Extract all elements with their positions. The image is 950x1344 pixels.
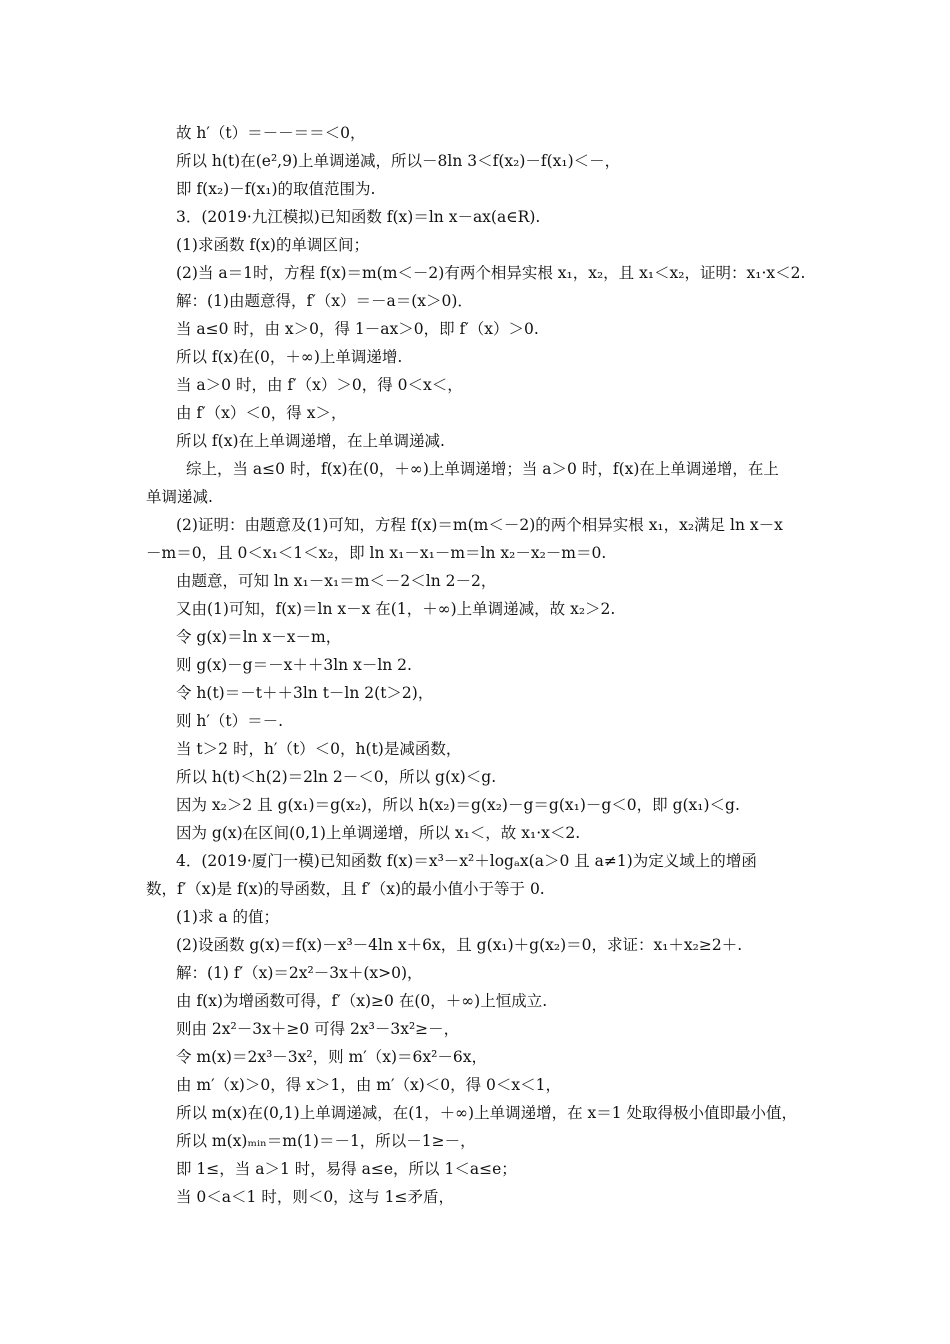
- text-line: 即 f(x₂)－f(x₁)的取值范围为.: [176, 180, 376, 198]
- text-line: 所以 f(x)在上单调递增，在上单调递减.: [176, 432, 445, 450]
- text-line: 由题意，可知 ln x₁－x₁＝m＜－2＜ln 2－2，: [176, 572, 497, 590]
- text-line: 所以 m(x)ₘᵢₙ＝m(1)＝－1，所以－1≥－，: [176, 1132, 476, 1150]
- text-line: －m＝0，且 0＜x₁＜1＜x₂，即 ln x₁－x₁－m＝ln x₂－x₂－m＝0.: [146, 544, 607, 562]
- text-line: 单调递减.: [146, 488, 213, 506]
- text-line: 解：(1)由题意得，f′（x）＝－a＝(x＞0)．: [176, 292, 473, 310]
- text-line: 当 0＜a＜1 时，则＜0，这与 1≤矛盾，: [176, 1188, 454, 1206]
- text-line: 综上，当 a≤0 时，f(x)在(0，＋∞)上单调递增；当 a＞0 时，f(x)在上单调递增，在上: [186, 460, 779, 478]
- text-line: 当 a≤0 时，由 x＞0，得 1－ax＞0，即 f′（x）＞0.: [176, 320, 539, 338]
- text-line: 所以 h(t)＜h(2)＝2ln 2－＜0，所以 g(x)＜g.: [176, 768, 497, 786]
- text-line: 则 g(x)－g＝－x＋＋3ln x－ln 2.: [176, 656, 412, 674]
- text-line: 因为 x₂＞2 且 g(x₁)＝g(x₂)，所以 h(x₂)＝g(x₂)－g＝g(x₁)－g＜0，即 g(x₁)＜g.: [176, 796, 740, 814]
- text-line: 故 h′（t）＝－－＝＝＜0，: [176, 124, 366, 142]
- text-line: 则由 2x²－3x＋≥0 可得 2x³－3x²≥－，: [176, 1020, 460, 1038]
- text-line: (2)证明：由题意及(1)可知，方程 f(x)＝m(m＜－2)的两个相异实根 x₁，x₂满足 ln x－x: [176, 516, 783, 534]
- text-line: 数，f′（x)是 f(x)的导函数，且 f′（x)的最小值小于等于 0.: [146, 880, 545, 898]
- text-line: 令 g(x)＝ln x－x－m，: [176, 628, 342, 646]
- text-line: 则 h′（t）＝－.: [176, 712, 284, 730]
- text-line: (2)设函数 g(x)＝f(x)－x³－4ln x＋6x，且 g(x₁)＋g(x₂)＝0，求证：x₁＋x₂≥2＋.: [176, 936, 743, 954]
- text-line: 由 f′（x）＜0，得 x＞，: [176, 404, 347, 422]
- text-line: 因为 g(x)在区间(0,1)上单调递增，所以 x₁＜，故 x₁·x＜2.: [176, 824, 581, 842]
- text-line: (1)求 a 的值；: [176, 908, 280, 926]
- text-line: 令 h(t)＝－t＋＋3ln t－ln 2(t＞2)，: [176, 684, 434, 702]
- text-line: 当 a＞0 时，由 f′（x）＞0，得 0＜x＜，: [176, 376, 463, 394]
- text-line: 所以 f(x)在(0，＋∞)上单调递增.: [176, 348, 403, 366]
- text-line: 又由(1)可知，f(x)＝ln x－x 在(1，＋∞)上单调递减，故 x₂＞2.: [176, 600, 616, 618]
- text-line: 解：(1) f′（x)＝2x²－3x＋(x>0)，: [176, 964, 423, 982]
- text-line: 所以 h(t)在(e²,9)上单调递减，所以－8ln 3＜f(x₂)－f(x₁)＜－，: [176, 152, 621, 170]
- problem-3-heading: 3．(2019·九江模拟)已知函数 f(x)＝ln x－ax(a∈R).: [176, 208, 541, 226]
- text-line: 即 1≤，当 a＞1 时，易得 a≤e，所以 1＜a≤e；: [176, 1160, 517, 1178]
- text-line: 令 m(x)＝2x³－3x²，则 m′（x)＝6x²－6x，: [176, 1048, 487, 1066]
- text-line: 当 t＞2 时，h′（t）＜0，h(t)是减函数，: [176, 740, 462, 758]
- text-line: 所以 m(x)在(0,1)上单调递减，在(1，＋∞)上单调递增，在 x＝1 处取得极小值即最小值，: [176, 1104, 798, 1122]
- text-line: 由 m′（x)＞0，得 x＞1，由 m′（x)＜0，得 0＜x＜1，: [176, 1076, 562, 1094]
- problem-4-heading: 4．(2019·厦门一模)已知函数 f(x)＝x³－x²＋logₐx(a＞0 且 a≠1)为定义域上的增函: [176, 852, 757, 870]
- text-line: (2)当 a＝1时，方程 f(x)＝m(m＜－2)有两个相异实根 x₁，x₂，且 x₁＜x₂，证明：x₁·x＜2.: [176, 264, 806, 282]
- text-line: 由 f(x)为增函数可得，f′（x)≥0 在(0，＋∞)上恒成立.: [176, 992, 548, 1010]
- text-line: (1)求函数 f(x)的单调区间；: [176, 236, 369, 254]
